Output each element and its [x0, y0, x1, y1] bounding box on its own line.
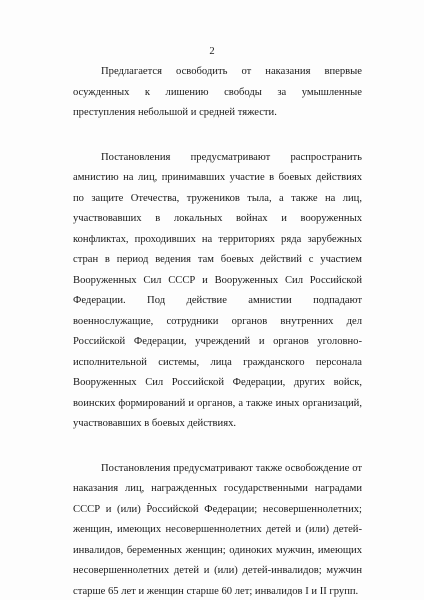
- paragraph-first-offenders: Предлагается освободить от наказания впервые осужденных к лишению свободы за умышленные преступления небольшой и средней тяжести.: [73, 62, 362, 124]
- paragraph-state-awards: Постановления предусматривают также освобождение от наказания лиц, награжденных государственными наградами СССР и (или) Российской Федерации; несовершеннолетних; женщин, имеющих несовершеннолетних детей и (или) детей-инвалидов, беременных женщин; одиноких мужчин, имеющих несовершеннолетних детей и (или) детей-инвалидов; мужчин старше 65 лет и женщин старше 60 лет; инвалидов I и II групп.: [73, 459, 362, 602]
- paragraph-combat-participants: Постановления предусматривают распространить амнистию на лиц, принимавших участие в боевых действиях по защите Отечества, тружеников тыла, а также на лиц, участвовавших в локальных войнах и вооруженных конфликтах, проходивших на территориях ряда зарубежных стран в период ведения там боевых действий с участием Вооруженных Сил СССР и Вооруженных Сил Российской Федерации. Под действие амнистии подпадают военнослужащие, сотрудники органов внутренних дел Российской Федерации, учреждений и органов уголовно-исполнительной системы, лица гражданского персонала Вооруженных Сил Российской Федерации, других войск, воинских формирований и органов, а также иных организаций, участвовавших в боевых действиях.: [73, 148, 362, 435]
- page-number: 2: [0, 46, 424, 57]
- document-body: [73, 62, 362, 602]
- scan-speck: [148, 503, 150, 504]
